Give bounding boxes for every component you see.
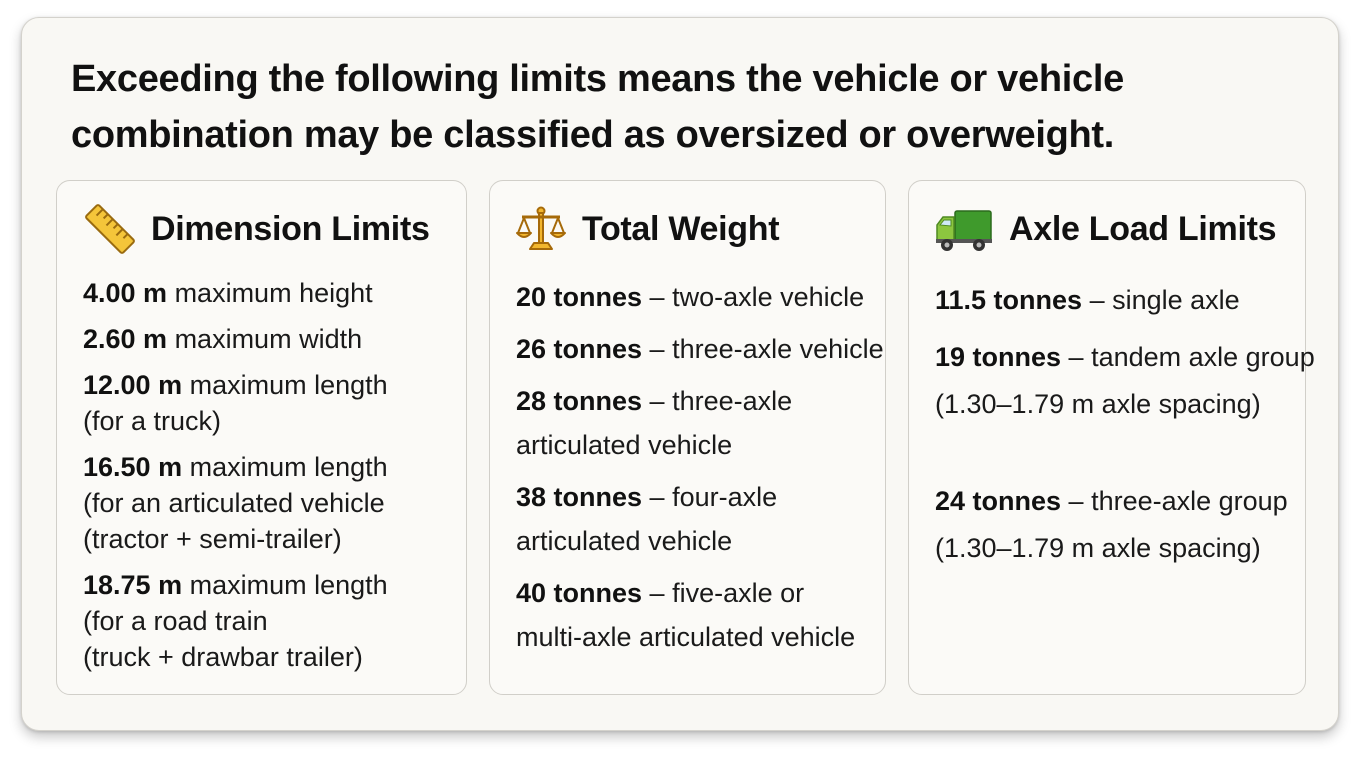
- list-item: [516, 571, 873, 659]
- list-item: [935, 478, 1293, 572]
- ruler-icon: [83, 203, 137, 255]
- list-item: [83, 275, 454, 311]
- card-header: [516, 203, 779, 255]
- item-note: (truck + drawbar trailer): [83, 642, 363, 672]
- item-note: multi-axle articulated vehicle: [516, 622, 856, 652]
- item-note: (for an articulated vehicle: [83, 488, 385, 518]
- item-note: (tractor + semi-trailer): [83, 524, 342, 554]
- item-note: articulated vehicle: [516, 430, 733, 460]
- item-value: 40 tonnes: [516, 578, 643, 608]
- item-list: [516, 275, 884, 667]
- item-text: maximum length: [182, 570, 388, 600]
- item-list: [83, 275, 454, 685]
- list-item: [83, 567, 454, 675]
- list-item: [935, 277, 1293, 324]
- item-value: 24 tonnes: [935, 486, 1062, 516]
- info-panel: [21, 17, 1339, 731]
- axle-load-limits-card: [908, 180, 1315, 695]
- item-text: – five-axle or: [642, 578, 805, 608]
- item-text: – tandem axle group: [1061, 342, 1315, 372]
- headline: Exceeding the following limits means the vehicle or vehicle combination may be classified as oversized or overweight.: [71, 58, 1124, 156]
- item-note: (for a road train: [83, 606, 268, 636]
- item-text: – three-axle vehicle: [642, 334, 884, 364]
- scales-icon: [516, 203, 566, 255]
- item-text: maximum width: [167, 324, 363, 354]
- card-title: Axle Load Limits: [1009, 209, 1277, 248]
- item-value: 18.75 m: [83, 570, 183, 600]
- item-text: – two-axle vehicle: [642, 282, 865, 312]
- item-text: maximum length: [182, 452, 388, 482]
- item-note: (for a truck): [83, 406, 222, 436]
- item-note: (1.30–1.79 m axle spacing): [935, 389, 1261, 419]
- item-value: 16.50 m: [83, 452, 183, 482]
- item-text: maximum height: [167, 278, 373, 308]
- item-value: 11.5 tonnes: [935, 285, 1083, 315]
- list-item: [516, 475, 873, 563]
- item-list: [935, 277, 1315, 582]
- list-item: [83, 321, 454, 357]
- item-text: – three-axle group: [1061, 486, 1288, 516]
- item-value: 2.60 m: [83, 324, 168, 354]
- item-text: – three-axle: [642, 386, 793, 416]
- item-value: 28 tonnes: [516, 386, 643, 416]
- card-header: [935, 203, 1276, 255]
- truck-icon: [935, 203, 993, 255]
- item-value: 4.00 m: [83, 278, 168, 308]
- list-item: [516, 275, 873, 319]
- dimension-limits-card: [56, 180, 467, 695]
- list-item: [83, 367, 454, 439]
- card-title: Dimension Limits: [151, 209, 430, 248]
- total-weight-card: [489, 180, 886, 695]
- item-text: – four-axle: [642, 482, 778, 512]
- item-value: 12.00 m: [83, 370, 183, 400]
- list-item: [516, 379, 873, 467]
- item-value: 19 tonnes: [935, 342, 1062, 372]
- item-value: 26 tonnes: [516, 334, 643, 364]
- list-item: [935, 334, 1315, 428]
- item-value: 38 tonnes: [516, 482, 643, 512]
- list-item: [83, 449, 454, 557]
- card-title: Total Weight: [582, 209, 780, 248]
- list-item: [516, 327, 884, 371]
- item-note: articulated vehicle: [516, 526, 733, 556]
- card-header: [83, 203, 430, 255]
- item-value: 20 tonnes: [516, 282, 643, 312]
- item-note: (1.30–1.79 m axle spacing): [935, 533, 1261, 563]
- item-text: maximum length: [182, 370, 388, 400]
- item-text: – single axle: [1082, 285, 1240, 315]
